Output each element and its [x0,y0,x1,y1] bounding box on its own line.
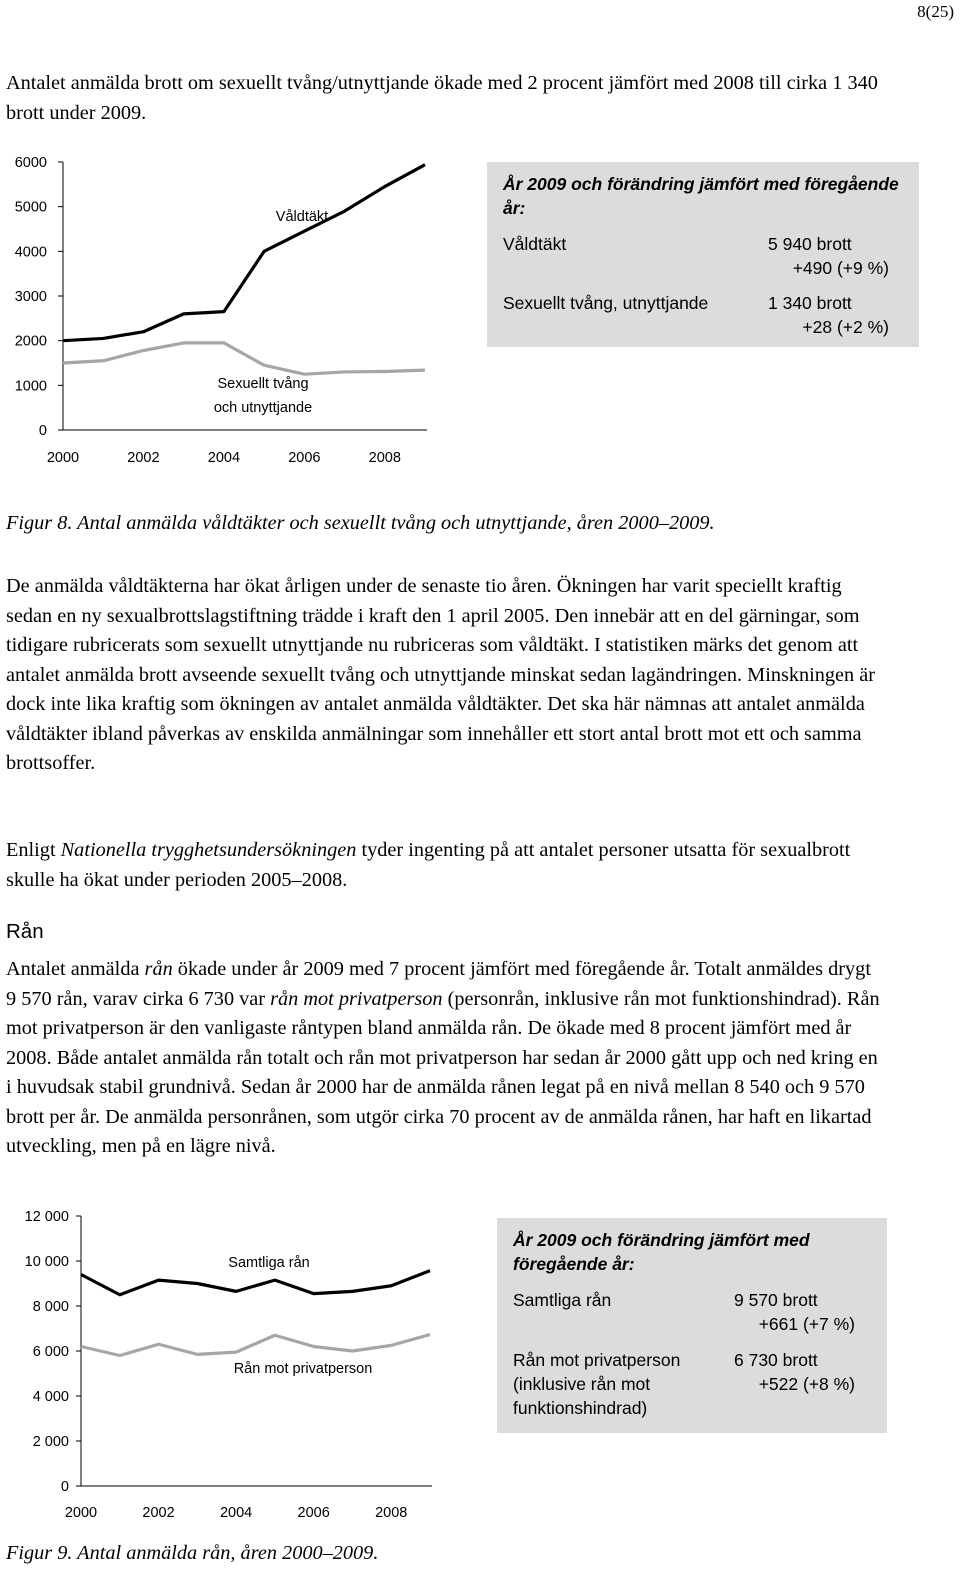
y-tick-label: 4 000 [32,1389,69,1405]
figure-8-stats-box [487,162,919,347]
figure-8-line-chart [0,150,440,470]
stats-row-value: 5 940 brott [768,234,852,254]
y-tick-label: 6 000 [32,1344,69,1360]
y-tick-label: 6000 [14,155,47,171]
series-label: Rån mot privatperson [233,1361,373,1377]
stats-row-label: Samtliga rån [513,1290,612,1310]
series-line-1 [63,343,425,374]
x-tick-label: 2008 [368,450,401,466]
stats-row-change: +28 (+2 %) [802,317,889,337]
figure-9-line-chart [0,1200,440,1530]
stats-row-change: +490 (+9 %) [792,258,889,278]
series-label: Samtliga rån [228,1255,310,1271]
figure-9-stats-box [497,1218,887,1433]
series-line-1 [81,1335,430,1356]
y-tick-label: 8 000 [32,1299,69,1315]
y-tick-label: 1000 [14,378,47,395]
x-tick-label: 2004 [207,450,241,466]
body-paragraph-1: De anmälda våldtäkterna har ökat årligen under de senaste tio åren. Ökningen har varit speciellt kraftig sedan en ny sexualbrottslagstiftning trädde i kraft den 1 april 2005. Den innebär att en del gärningar, som tidigare rubricerats som sexuellt utnyttjande nu rubriceras som våldtäkt. I statistiken märks det genom att antalet anmälda brott avseende sexuellt tvång och utnyttjande minskat sedan lagändringen. Minskningen är dock inte lika kraftig som ökningen av antalet anmälda våldtäkter. Det ska här nämnas att antalet anmälda våldtäkter ibland påverkas av enskilda anmälningar som innehåller ett stort antal brott mot ett och samma brottsoffer. [6,575,876,774]
series-line-0 [81,1271,430,1295]
y-tick-label: 0 [38,423,47,439]
y-tick-label: 5000 [14,199,47,216]
x-tick-label: 2008 [375,1505,408,1521]
body-paragraph-2: Enligt Nationella trygghetsundersökningen tyder ingenting på att antalet personer utsatta för sexualbrott skulle ha ökat under perioden 2005–2008. [6,839,851,891]
series-label: och utnyttjande [213,400,313,416]
y-tick-label: 4000 [14,244,47,261]
y-tick-label: 12 000 [24,1209,69,1225]
series-line-0 [63,165,425,341]
x-tick-label: 2000 [46,450,80,466]
y-tick-label: 3000 [14,289,47,305]
page-number: 8(25) [917,2,954,21]
intro-paragraph: Antalet anmälda brott om sexuellt tvång/utnyttjande ökade med 2 procent jämfört med 2008 till cirka 1 340 brott under 2009. [6,72,878,124]
body-paragraph-3: Antalet anmälda rån ökade under år 2009 med 7 procent jämfört med föregående år. Totalt anmäldes drygt 9 570 rån, varav cirka 6 730 var rån mot privatperson (personrån, inklusive rån mot funktionshindrad). Rån mot privatperson är den vanligaste råntypen bland anmälda rån. De ökade med 8 procent jämfört med år 2008. Både antalet anmälda rån totalt och rån mot privatperson har sedan år 2000 gått upp och ned kring en i huvudsak stabil grundnivå. Sedan år 2000 har de anmälda rånen legat på en nivå mellan 8 540 och 9 570 brott per år. De anmälda personrånen, som utgör cirka 70 procent av de anmälda rånen, har haft en likartad utveckling, men på en lägre nivå. [6,958,880,1157]
x-tick-label: 2006 [297,1505,330,1521]
survey-name: Nationella trygghetsundersökningen [60,839,357,861]
series-label: Våldtäkt [275,209,329,225]
figure-8-caption: Figur 8. Antal anmälda våldtäkter och sexuellt tvång och utnyttjande, åren 2000–2009. [6,512,715,534]
series-label: Sexuellt tvång [217,376,309,392]
y-tick-label: 10 000 [24,1254,69,1270]
y-tick-label: 2000 [14,333,47,350]
x-tick-label: 2002 [142,1505,175,1521]
stats-row-value: 9 570 brott [734,1290,818,1310]
stats-title: År 2009 och förändring jämfört med föregående år: [513,1230,810,1274]
stats-title: År 2009 och förändring jämfört med föregående år: [503,174,899,218]
stats-row-value: 1 340 brott [768,293,852,313]
stats-row-value: 6 730 brott [734,1350,818,1370]
stats-row-change: +661 (+7 %) [758,1314,855,1334]
y-tick-label: 2 000 [32,1434,69,1450]
x-tick-label: 2002 [127,450,160,466]
x-tick-label: 2004 [219,1505,253,1521]
stats-row-label: Våldtäkt [503,234,567,254]
stats-row-label: Rån mot privatperson (inklusive rån mot funktionshindrad) [513,1350,681,1418]
stats-row-change: +522 (+8 %) [758,1374,855,1394]
figure-9-caption: Figur 9. Antal anmälda rån, åren 2000–2009. [6,1542,379,1564]
y-tick-label: 0 [60,1479,69,1495]
stats-row-label: Sexuellt tvång, utnyttjande [503,293,709,313]
x-tick-label: 2006 [288,450,321,466]
x-tick-label: 2000 [64,1505,98,1521]
section-heading-ran: Rån [6,920,44,943]
